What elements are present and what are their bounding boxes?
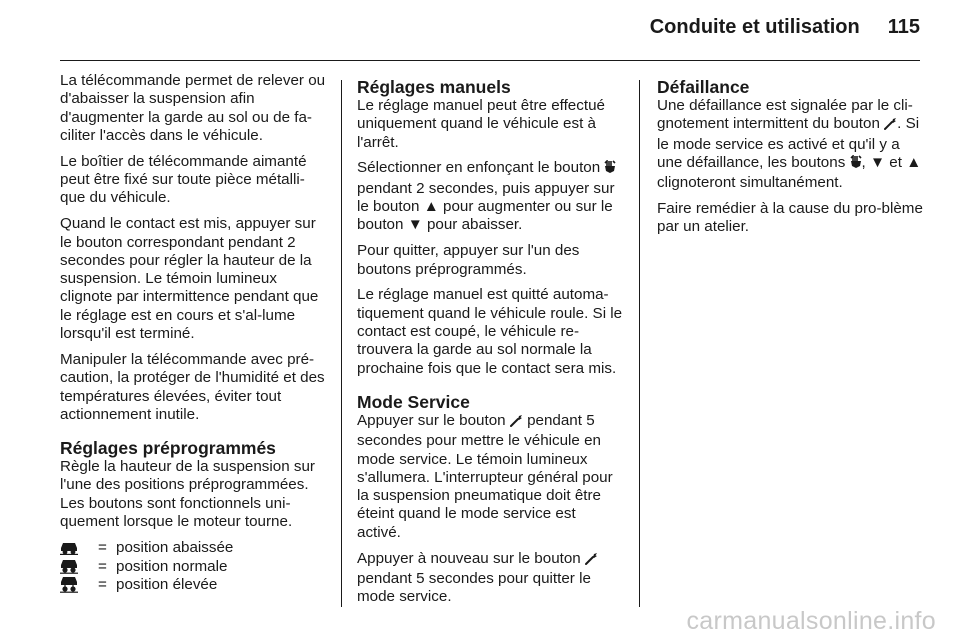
section-heading-manual: Réglages manuels: [357, 77, 511, 97]
page-title: Conduite et utilisation: [649, 16, 860, 38]
page-header: [60, 16, 920, 39]
paragraph: Sélectionner en enfonçant le bouton pendant 2 secondes, puis appuyer sur le bouton ▲ pour augmenter ou sur le bouton ▼ pour abaisser.: [357, 159, 615, 234]
up-arrow-icon: ▲: [906, 153, 922, 171]
down-arrow-icon: ▼: [407, 216, 423, 234]
wrench-icon: [884, 117, 897, 135]
paragraph: Pour quitter, appuyer sur l'un des boutons préprogrammés.: [357, 242, 580, 278]
paragraph: La télécommande permet de relever ou d'abaisser la suspension afin d'augmenter la garde au sol ou de fa-ciliter l'accès dans le véhicule.: [60, 72, 326, 144]
section-heading-preprogrammed: Réglages préprogrammés: [60, 438, 276, 459]
paragraph: Le réglage manuel est quitté automa-tiquement quand le véhicule roule. Si le contact est coupé, le véhicule re-trouvera la garde au sol normale la prochaine fois que le contact sera mis.: [357, 286, 623, 377]
position-label: position abaissée: [116, 539, 234, 557]
column-3: [657, 72, 923, 244]
section-heading-fault: Défaillance: [657, 77, 750, 97]
car-normal-icon: [60, 559, 98, 574]
list-item: = position normale: [60, 558, 326, 576]
car-lowered-icon: [60, 541, 98, 555]
car-raised-icon: [60, 577, 98, 593]
paragraph: Faire remédier à la cause du pro-blème par un atelier.: [657, 200, 923, 236]
paragraph: Une défaillance est signalée par le cli-gnotement intermittent du bouton . Si le mode service es activé et qu'il y a une défaillance, les boutons , ▼ et ▲ clignoteront simultanément.: [657, 97, 922, 192]
position-list: [60, 539, 326, 594]
paragraph: Appuyer à nouveau sur le bouton pendant 5 secondes pour quitter le mode service.: [357, 550, 623, 607]
paragraph: Le réglage manuel peut être effectué uniquement quand le véhicule est à l'arrêt.: [357, 97, 605, 151]
paragraph: Le boîtier de télécommande aimanté peut être fixé sur toute pièce métalli-que du véhicule.: [60, 152, 307, 207]
column-divider: [639, 80, 640, 607]
list-item: = position abaissée: [60, 539, 326, 557]
position-label: position élevée: [116, 575, 218, 593]
wrench-icon: [510, 414, 523, 432]
column-2: [357, 72, 623, 614]
up-arrow-icon: ▲: [423, 198, 439, 216]
column-1: [60, 72, 326, 594]
list-item: = position élevée: [60, 576, 326, 594]
watermark: carmanualsonline.info: [686, 607, 936, 635]
section-heading-service: Mode Service: [357, 391, 470, 412]
paragraph: Appuyer sur le bouton pendant 5 secondes pour mettre le véhicule en mode service. Le témoin lumineux s'allumera. L'interrupteur général pour la suspension pneumatique doit être éteint quand le mode service est activé.: [357, 411, 613, 541]
page-number: 115: [887, 16, 920, 38]
paragraph: Manipuler la télécommande avec pré-caution, la protéger de l'humidité et des températures élevées, éviter tout actionnement inutile.: [60, 350, 325, 423]
manual-adjust-icon: [850, 155, 862, 174]
wrench-icon: [585, 552, 598, 570]
manual-adjust-icon: [604, 160, 616, 179]
paragraph: Quand le contact est mis, appuyer sur le bouton correspondant pendant 2 secondes pour régler la hauteur de la suspension. Le témoin lumineux clignote par intermittence pendant que le réglage est en cours et s'al-lume lorsqu'il est terminé.: [60, 215, 319, 343]
down-arrow-icon: ▼: [870, 153, 886, 171]
column-divider: [341, 80, 342, 607]
paragraph: Règle la hauteur de la suspension sur l'une des positions préprogrammées. Les boutons sont fonctionnels uni-quement lorsque le moteur tourne.: [60, 458, 315, 531]
position-label: position normale: [116, 557, 228, 575]
header-rule: [60, 60, 920, 61]
